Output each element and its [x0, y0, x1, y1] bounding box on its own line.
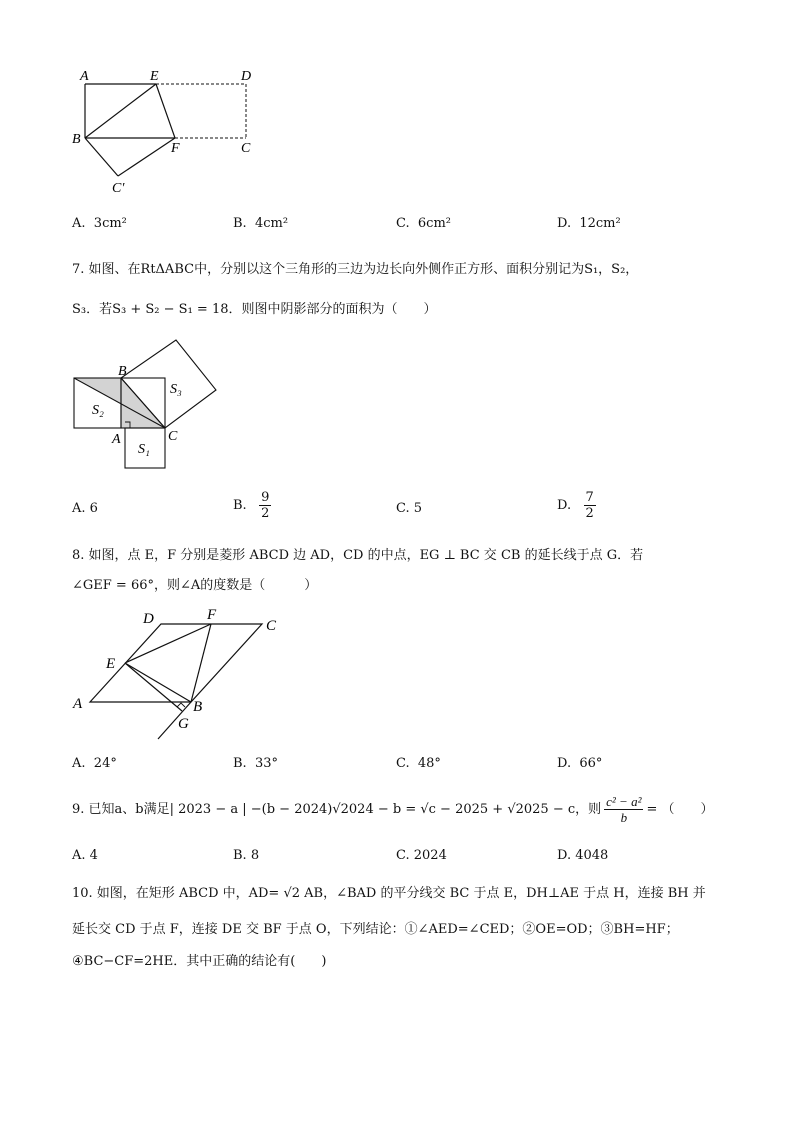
q8-option-d-letter: D.: [557, 756, 572, 771]
q7-option-b[interactable]: [233, 490, 271, 521]
q8-stem-line1: 8. 如图，点 E，F 分别是菱形 ABCD 边 AD，CD 的中点，EG ⊥ BC 交 CB 的延长线于点 G．若: [72, 548, 644, 563]
label-F: F: [207, 607, 217, 623]
q9-option-a-value: 4: [89, 848, 98, 863]
edge-CpF: [118, 138, 175, 176]
q8-option-a-letter: A.: [72, 756, 86, 771]
q9-option-b-value: 8: [250, 848, 260, 863]
q7-option-d[interactable]: [557, 490, 596, 521]
q8-option-d-value: 66°: [579, 756, 603, 771]
q6-option-b[interactable]: [233, 216, 288, 231]
label-A: A: [80, 69, 89, 84]
label-A: A: [73, 696, 83, 712]
q9-option-c-letter: C.: [396, 848, 410, 863]
q6-option-d-value: 12cm²: [579, 216, 621, 231]
q7-option-a-letter: A.: [72, 501, 86, 516]
q8-option-b-letter: B.: [233, 756, 247, 771]
label-F: F: [171, 141, 180, 156]
q6-option-a[interactable]: [72, 216, 127, 231]
q6-option-c[interactable]: [396, 216, 451, 231]
q10-stem-line1: 10. 如图，在矩形 ABCD 中，AD= √2 AB，∠BAD 的平分线交 BC 于点 E，DH⊥AE 于点 H，连接 BH 并: [72, 886, 706, 901]
q7-option-c-value: 5: [413, 501, 423, 516]
q9-fraction: [604, 794, 643, 825]
q7-option-c[interactable]: [396, 501, 422, 516]
q7-option-b-letter: B.: [233, 498, 247, 513]
q9-stem: [72, 794, 714, 825]
q6-option-b-value: 4cm²: [254, 216, 289, 231]
q9-option-d[interactable]: [557, 848, 608, 863]
q8-option-b-value: 33°: [254, 756, 278, 771]
q9-frac-num: c² − a²: [606, 794, 642, 809]
label-B: B: [72, 132, 81, 147]
edge-BE: [85, 84, 156, 138]
label-C: C: [168, 429, 178, 444]
q8-stem-line2: ∠GEF = 66°，则∠A的度数是（ ）: [72, 578, 318, 593]
q9-option-a-letter: A.: [72, 848, 86, 863]
label-E: E: [106, 656, 116, 672]
q6-option-c-value: 6cm²: [417, 216, 451, 231]
q10-stem-line2: 延长交 CD 于点 F，连接 DE 交 BF 于点 O，下列结论：①∠AED=∠CED；②OE=OD；③BH=HF；: [72, 922, 679, 937]
q7-stem-line1: 7. 如图、在RtΔABC中，分别以这个三角形的三边为边长向外侧作正方形、面积分别记为S₁，S₂，: [72, 262, 639, 277]
q7-option-b-den: 2: [261, 506, 270, 521]
q9-option-d-value: 4048: [575, 848, 609, 863]
label-S2: S₂: [92, 403, 104, 418]
q6-figure: [60, 62, 290, 202]
label-B: B: [193, 699, 203, 715]
right-angle-mark-G: [177, 703, 185, 707]
label-S1: S₁: [138, 442, 150, 457]
q9-suffix: = （ ）: [646, 801, 714, 817]
q6-option-a-value: 3cm²: [93, 216, 127, 231]
q6-option-b-letter: B.: [233, 216, 247, 231]
q7-option-a-value: 6: [89, 501, 98, 516]
label-B: B: [118, 364, 127, 379]
label-C: C: [266, 618, 277, 634]
q8-option-b[interactable]: [233, 756, 278, 771]
q9-option-a[interactable]: [72, 848, 98, 863]
q8-option-a[interactable]: [72, 756, 117, 771]
q7-stem-line2: S₃．若S₃ + S₂ − S₁ = 18．则图中阴影部分的面积为（ ）: [72, 302, 437, 317]
q6-option-d-letter: D.: [557, 216, 572, 231]
label-C: C: [241, 141, 251, 156]
q9-option-b[interactable]: [233, 848, 259, 863]
q7-option-d-num: 7: [585, 490, 594, 505]
q7-option-d-den: 2: [585, 506, 594, 521]
label-D: D: [241, 69, 252, 84]
q8-option-a-value: 24°: [93, 756, 117, 771]
rhombus-ABCD: [90, 624, 262, 702]
q7-option-c-letter: C.: [396, 501, 410, 516]
q9-option-c-value: 2024: [413, 848, 447, 863]
q10-stem-line3: ④BC−CF=2HE．其中正确的结论有( ): [72, 954, 327, 969]
label-E: E: [150, 69, 159, 84]
label-S3: S₃: [170, 382, 182, 397]
q9-frac-den: b: [620, 810, 628, 825]
edge-BCp: [85, 138, 118, 176]
q6-option-c-letter: C.: [396, 216, 410, 231]
q9-prefix: 9. 已知a、b满足| 2023 − a | −(b − 2024)√2024 − b = √c − 2025 + √2025 − c，则: [72, 801, 602, 817]
label-G: G: [178, 716, 189, 732]
edge-EF: [156, 84, 175, 138]
q7-figure: [66, 335, 226, 473]
q8-figure: [66, 604, 296, 744]
segment-EF: [125, 624, 211, 663]
q9-option-c[interactable]: [396, 848, 447, 863]
q8-option-c-letter: C.: [396, 756, 410, 771]
label-D: D: [143, 611, 154, 627]
q7-option-d-fraction: [584, 490, 596, 521]
label-Cprime: C′: [112, 181, 125, 196]
q6-option-a-letter: A.: [72, 216, 86, 231]
q7-option-b-fraction: [259, 490, 271, 521]
q6-option-d[interactable]: [557, 216, 621, 231]
label-A: A: [112, 432, 121, 447]
q8-option-d[interactable]: [557, 756, 602, 771]
q9-option-b-letter: B.: [233, 848, 247, 863]
q7-option-d-letter: D.: [557, 498, 572, 513]
segment-EB: [125, 663, 191, 702]
q7-option-b-num: 9: [261, 490, 270, 505]
q9-option-d-letter: D.: [557, 848, 572, 863]
segment-EG: [125, 663, 182, 711]
q8-option-c-value: 48°: [417, 756, 441, 771]
q7-option-a[interactable]: [72, 501, 98, 516]
q8-option-c[interactable]: [396, 756, 441, 771]
